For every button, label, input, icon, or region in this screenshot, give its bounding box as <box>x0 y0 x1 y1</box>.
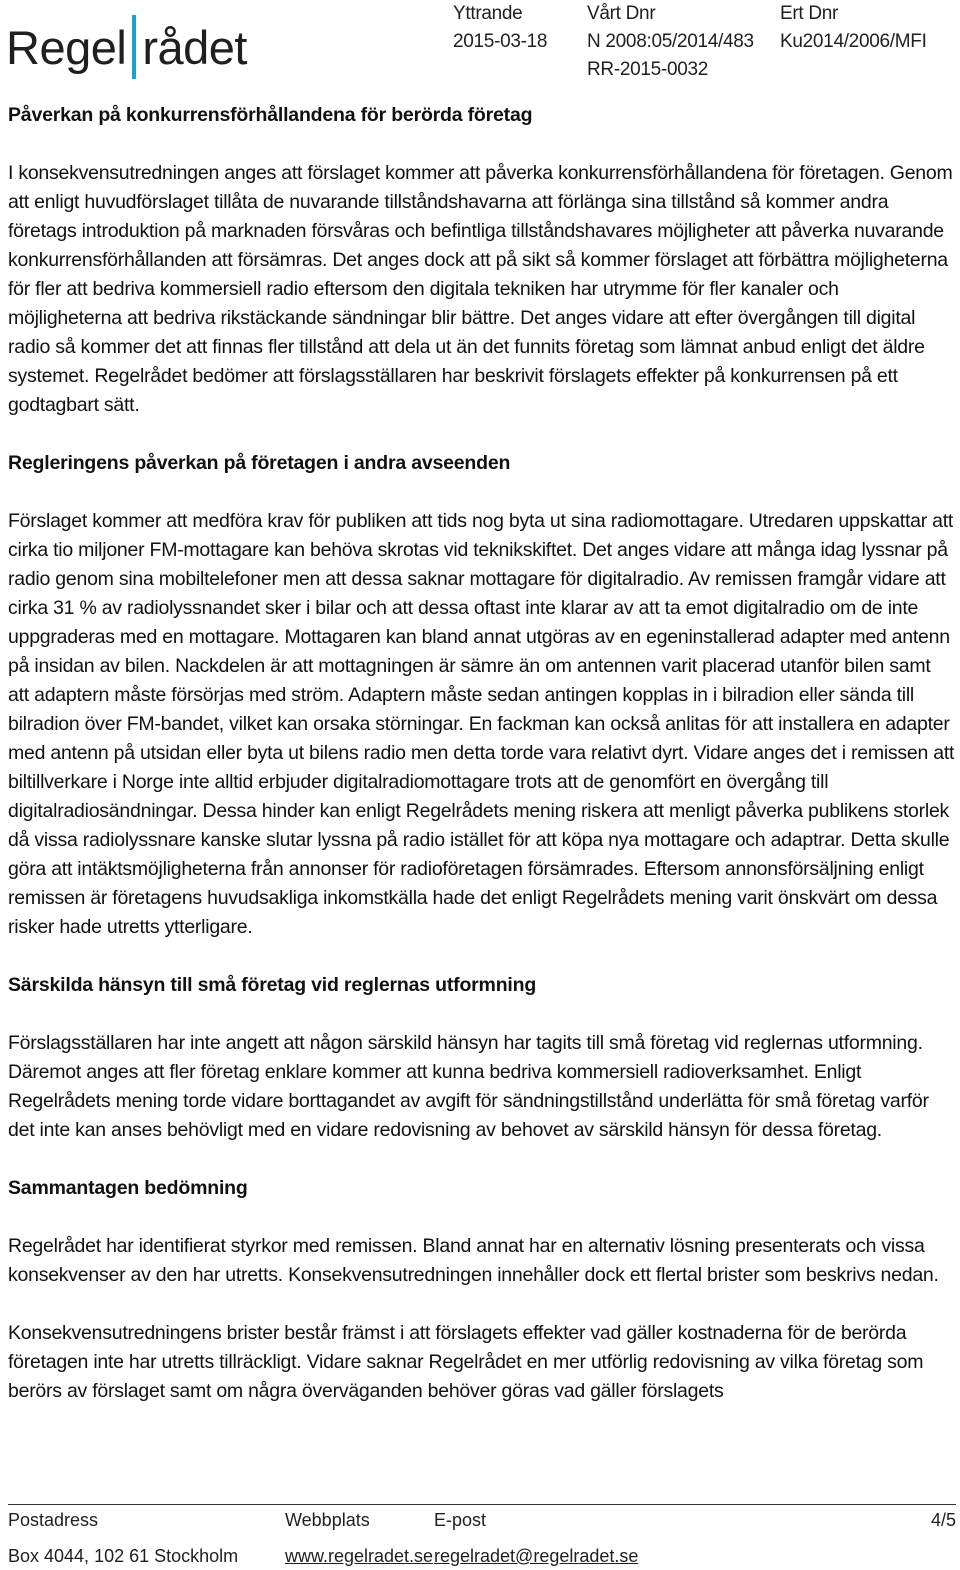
ert-dnr-value: Ku2014/2006/MFI <box>780 31 927 52</box>
footer-postadress-label: Postadress <box>8 1510 99 1530</box>
footer-webbplats-label: Webbplats <box>285 1510 370 1530</box>
logo-text-right: rådet <box>142 20 247 74</box>
logo-divider-bar <box>132 15 136 79</box>
ert-dnr-label: Ert Dnr <box>780 3 839 24</box>
footer-epost-label: E-post <box>434 1510 487 1530</box>
logo-text-left: Regel <box>6 20 127 74</box>
vart-dnr-label: Vårt Dnr <box>587 3 656 24</box>
section-paragraph-sammantagen-2: Konsekvensutredningens brister består främst i att förslagets effekter vad gäller kostnaderna för de berörda företagen inte har utretts tillräckligt. Vidare saknar Regelrådet en mer utförlig redovisning av vilka företag som berörs av förslaget samt om några överväganden behöver göras vad gäller förslagets <box>8 1322 924 1402</box>
footer-website-link[interactable]: www.regelradet.se <box>285 1546 434 1566</box>
section-heading-sammantagen: Sammantagen bedömning <box>8 1177 248 1199</box>
document-body <box>8 101 956 1406</box>
vart-dnr-value: N 2008:05/2014/483 <box>587 31 754 52</box>
footer-email-link[interactable]: regelradet@regelradet.se <box>434 1546 639 1566</box>
footer-divider <box>8 1504 956 1505</box>
section-paragraph-sammantagen-1: Regelrådet har identifierat styrkor med remissen. Bland annat har en alternativ lösning presenterats och vissa konsekvenser av den har utretts. Konsekvensutredningen innehåller dock ett flertal brister som beskrivs nedan. <box>8 1235 939 1286</box>
yttrande-date: 2015-03-18 <box>453 31 548 52</box>
yttrande-label: Yttrande <box>453 3 523 24</box>
vart-dnr-value-secondary: RR-2015-0032 <box>587 59 709 80</box>
meta-ert-dnr <box>780 0 927 56</box>
regelradet-logo <box>6 14 247 80</box>
section-heading-andra-avseenden: Regleringens påverkan på företagen i andra avseenden <box>8 452 511 474</box>
footer-postadress-value: Box 4044, 102 61 Stockholm <box>8 1546 239 1566</box>
page-number: 4/5 <box>930 1510 956 1530</box>
meta-vart-dnr <box>587 0 754 84</box>
section-paragraph-konkurrens: I konsekvensutredningen anges att förslaget kommer att påverka konkurrensförhållandena för företagen. Genom att enligt huvudförslaget tillåta de nuvarande tillståndshavarna att förlänga sina tillstånd så kommer andra företags introduktion på marknaden försvåras och befintliga tillståndshavares möjligheter att påverka nuvarande konkurrensförhållanden att försämras. Det anges dock att på sikt så kommer förslaget att förbättra möjligheterna för fler att bedriva kommersiell radio eftersom den digitala tekniken har utrymme för fler kanaler och möjligheterna att bedriva rikstäckande sändningar blir bättre. Det anges vidare att efter övergången till digital radio så kommer det att finnas fler tillstånd att dela ut än det funnits företag som lämnat anbud enligt det äldre systemet. Regelrådet bedömer att förslagsställaren har beskrivit förslagets effekter på konkurrensen på ett godtagbart sätt. <box>8 162 953 416</box>
section-heading-konkurrens: Påverkan på konkurrensförhållandena för berörda företag <box>8 104 533 126</box>
section-heading-sma-foretag: Särskilda hänsyn till små företag vid reglernas utformning <box>8 974 537 996</box>
section-paragraph-sma-foretag: Förslagsställaren har inte angett att någon särskild hänsyn har tagits till små företag vid reglernas utformning. Däremot anges att fler företag enklare kommer att kunna bedriva kommersiell radioverksamhet. Enligt Regelrådets mening torde vidare borttagandet av avgift för sändningstillstånd underlätta för små företag varför det inte kan anses behövligt med en vidare redovisning av behovet av särskild hänsyn för dessa företag. <box>8 1032 929 1141</box>
section-paragraph-andra-avseenden: Förslaget kommer att medföra krav för publiken att tids nog byta ut sina radiomottagare. Utredaren uppskattar att cirka tio miljoner FM-mottagare kan behöva skrotas vid teknikskiftet. Det anges vidare att många idag lyssnar på radio genom sina mobiltelefoner men att dessa saknar mottagare för digitalradio. Av remissen framgår vidare att cirka 31 % av radiolyssnandet sker i bilar och att dessa oftast inte klarar av att ta emot digitalradio om de inte uppgraderas med en mottagare. Mottagaren kan bland annat utgöras av en egeninstallerad adapter med antenn på insidan av bilen. Nackdelen är att mottagningen är sämre än om antennen varit placerad utanför bilen samt att adaptern måste försörjas med ström. Adaptern måste sedan antingen kopplas in i bilradion eller sända till bilradion över FM-bandet, vilket kan orsaka störningar. En fackman kan också anlitas för att installera en adapter med antenn på utsidan eller byta ut bilens radio men detta torde vara relativt dyrt. Vidare anges det i remissen att biltillverkare i Norge inte alltid erbjuder digitalradiomottagare trots att de genomfört en övergång till digitalradiosändningar. Dessa hinder kan enligt Regelrådets mening riskera att menligt påverka publikens storlek då vissa radiolyssnare kanske slutar lyssna på radio istället för att köpa nya mottagare och adaptrar. Detta skulle göra att intäktsmöjligheterna från annonser för radioföretagen försämrades. Eftersom annonsförsäljning enligt remissen är företagens huvudsakliga inkomstkälla hade det enligt Regelrådets mening varit önskvärt om dessa risker hade utretts ytterligare. <box>8 510 955 938</box>
meta-yttrande <box>453 0 547 56</box>
